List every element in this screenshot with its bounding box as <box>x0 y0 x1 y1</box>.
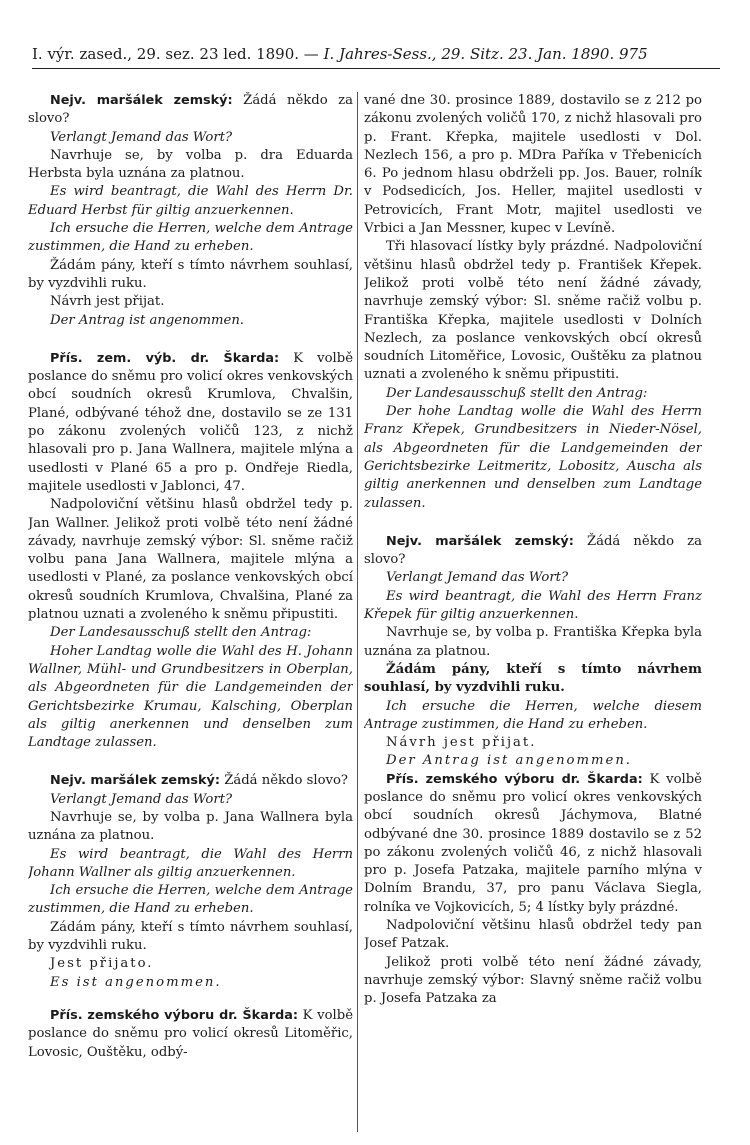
speaker: Přís. zemského výboru dr. Škarda: <box>386 771 643 787</box>
column-divider <box>357 92 358 1132</box>
paragraph <box>364 533 702 570</box>
paragraph: Tři hlasovací lístky byly prázdné. Nadpoloviční většinu hlasů obdržel tedy p. František Křepek. Jelikož proti volbě této není žádné závady, navrhuje zemský výbor: Sl. sněme račiž volbu p. Františka Křepka, majitele usedlosti v Dolních Nezlech, za poslance venkovských obcí okresů soudních Litoměřice, Lovosic, Ouštěku za platnou uznati a zvoleného k sněmu připustiti. <box>364 239 702 383</box>
german-paragraph: Der Landesausschuß stellt den Antrag: <box>386 385 648 401</box>
speaker: Přís. zem. výb. dr. Škarda: <box>50 350 280 366</box>
speech-text: Žádá někdo za slovo? <box>28 93 353 127</box>
paragraph: Navrhuje se, by volba p. Františka Křepka byla uznána za platnou. <box>364 625 702 659</box>
german-paragraph: Verlangt Jemand das Wort? <box>50 129 233 145</box>
german-paragraph: Hoher Landtag wolle die Wahl des H. Johann Wallner, Mühl- und Grundbesitzers in Oberplan, als Abgeordneten für die Landgemeinden der Gerichtsbezirke Krumau, Kalsching, Oberplan als giltig anerkennen und denselben zum Landtage zulassen. <box>28 643 353 751</box>
paragraph <box>28 92 353 129</box>
german-paragraph: Der Antrag ist angenommen. <box>386 753 633 769</box>
paragraph: Navrhuje se, by volba p. Jana Wallnera byla uznána za platnou. <box>28 809 353 844</box>
german-paragraph: Es ist angenommen. <box>50 974 222 990</box>
spacer <box>28 330 353 350</box>
spacer <box>28 752 353 772</box>
paragraph <box>28 1007 353 1062</box>
paragraph: Nadpoloviční většinu hlasů obdržel tedy pan Josef Patzak. <box>364 918 702 952</box>
paragraph: Žádám pány, kteří s tímto návrhem souhlasí, by vyzdvihli ruku. <box>28 257 353 291</box>
paragraph: Zádám pány, kteří s tímto návrhem souhlasí, by vyzdvihli ruku. <box>28 919 353 954</box>
spacer <box>28 992 353 1007</box>
left-column <box>28 92 353 1132</box>
page-header <box>32 40 720 69</box>
german-paragraph: Ich ersuche die Herren, welche dem Antrage zustimmen, die Hand zu erheben. <box>28 221 353 255</box>
speech-text: K volbě poslance do sněmu pro volicí okres venkovských obcí soudních okresů Krumlova, Chvalšin, Plané, odbývané téhož dne, dostavilo se ze 131 po zákonu zvolených voličů 123, z nichž hlasovali pro p. Jana Wallnera, majitele mlýna a usedlosti v Plané 65 a pro p. Ondřeje Riedla, majitele usedlosti v Jablonci, 47. <box>28 350 353 494</box>
speech-text: K volbě poslance do sněmu pro volicí okresů Litoměřic, Lovosic, Ouštěku, odbý- <box>28 1007 353 1060</box>
paragraph: vané dne 30. prosince 1889, dostavilo se z 212 po zákonu zvolených voličů 170, z nichž hlasovali pro p. Frant. Křepka, majitele usedlosti v Dol. Nezlech 156, a pro p. MDra Paříka v Třebenicích 6. Po jednom hlasu obdrželi pp. Jos. Bauer, rolník v Podsedicích, Jos. Heller, majitel usedlosti v Petrovicích, Frant Motr, majitel usedlosti ve Vrbici a Jan Messner, kupec v Levíně. <box>364 93 702 237</box>
paragraph: Návrh jest přijat. <box>50 294 165 310</box>
paragraph: Žádám pány, kteří s tímto návrhem souhlasí, by vyzdvihli ruku. <box>364 661 702 696</box>
german-paragraph: Verlangt Jemand das Wort? <box>386 570 569 586</box>
paragraph <box>28 772 353 790</box>
german-paragraph: Der Antrag ist angenommen. <box>50 312 245 328</box>
header-german: I. Jahres-Sess., 29. Sitz. 23. Jan. 1890. 975 <box>323 45 648 63</box>
spacer <box>364 513 702 533</box>
right-column <box>364 92 702 1132</box>
speaker: Nejv. maršálek zemský: <box>50 93 233 108</box>
paragraph: Nadpoloviční většinu hlasů obdržel tedy p. Jan Wallner. Jelikož proti volbě této není žádné závady, navrhuje zemský výbor: Sl. sněme račiž volbu pana Jana Wallnera, majitele mlýna a usedlosti v Plané, za poslance venkovských obcí okresů soudních Krumlova, Chvalšina, Plané za platnou uznati a zvoleného k sněmu připustiti. <box>28 497 353 623</box>
german-paragraph: Es wird beantragt, die Wahl des Herrn Franz Křepek für giltig anzuerkennen. <box>364 588 702 623</box>
paragraph <box>28 350 353 496</box>
speech-text: K volbě poslance do sněmu pro volicí okres venkovských obcí soudních okresů Jáchymova, Blatné odbývané dne 30. prosince 1889 dostavilo se z 52 po zákonu zvolených voličů 46, z nichž hlasovali pro p. Josefa Patzaka, majitele parního mlýna v Dolním Brandu, 37, pro panu Václava Siegla, rolníka ve Vojkovicích, 5; 4 lístky byly prázdné. <box>364 771 702 915</box>
german-paragraph: Verlangt Jemand das Wort? <box>50 791 233 807</box>
header-czech: I. výr. zased., 29. sez. 23 led. 1890. — <box>32 45 319 63</box>
german-paragraph: Ich ersuche die Herren, welche dem Antrage zustimmen, die Hand zu erheben. <box>28 883 353 917</box>
german-paragraph: Der hohe Landtag wolle die Wahl des Herrn Franz Křepek, Grundbesitzers in Nieder-Nösel, als Abgeordneten für die Landgemeinden der Gerichtsbezirke Leitmeritz, Lobositz, Auscha als giltig anerkennen und denselben zum Landtage zulassen. <box>364 404 702 511</box>
paragraph: Jest přijato. <box>50 956 154 972</box>
german-paragraph: Der Landesausschuß stellt den Antrag: <box>50 625 312 641</box>
german-paragraph: Es wird beantragt, die Wahl des Herrn Dr. Eduard Herbst für giltig anzuerkennen. <box>28 184 353 218</box>
speech-text: Žádá někdo za slovo? <box>364 533 702 568</box>
german-paragraph: Ich ersuche die Herren, welche diesem Antrage zustimmen, die Hand zu erheben. <box>364 698 702 732</box>
speaker: Nejv. maršálek zemský: <box>50 773 221 789</box>
paragraph <box>364 771 702 917</box>
paragraph: Návrh jest přijat. <box>386 735 537 751</box>
german-paragraph: Es wird beantragt, die Wahl des Herrn Johann Wallner als giltig anzuerkennen. <box>28 846 353 880</box>
speaker: Nejv. maršálek zemský: <box>386 533 574 549</box>
paragraph: Jelikož proti volbě této není žádné závady, navrhuje zemský výbor: Slavný sněme račiž volbu p. Josefa Patzaka za <box>364 954 702 1007</box>
paragraph: Navrhuje se, by volba p. dra Eduarda Herbsta byla uznána za platnou. <box>28 147 353 182</box>
speaker: Přís. zemského výboru dr. Škarda: <box>50 1007 299 1023</box>
speech-text: Žádá někdo slovo? <box>220 773 348 789</box>
